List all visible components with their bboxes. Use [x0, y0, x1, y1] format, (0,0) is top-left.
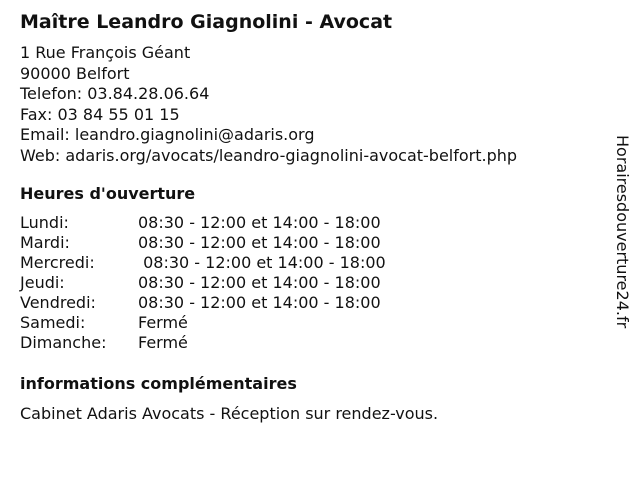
- hours-day: Dimanche:: [20, 333, 107, 352]
- contact-block: [20, 43, 517, 166]
- hours-row-friday: [20, 293, 386, 313]
- hours-time: Fermé: [138, 313, 188, 332]
- hours-time: 08:30 - 12:00 et 14:00 - 18:00: [138, 273, 381, 292]
- phone-line: Telefon: 03.84.28.06.64: [20, 84, 210, 103]
- hours-row-thursday: [20, 273, 386, 293]
- opening-hours-table: [20, 213, 386, 353]
- additional-info-text: Cabinet Adaris Avocats - Réception sur rendez-vous.: [20, 404, 439, 423]
- opening-hours-heading: Heures d'ouverture: [20, 184, 196, 203]
- address-street: 1 Rue François Géant: [20, 43, 191, 62]
- hours-day: Samedi:: [20, 313, 86, 332]
- hours-time: 08:30 - 12:00 et 14:00 - 18:00: [138, 293, 381, 312]
- hours-time: Fermé: [138, 333, 188, 352]
- hours-time: 08:30 - 12:00 et 14:00 - 18:00: [138, 233, 381, 252]
- hours-day: Jeudi:: [20, 273, 65, 292]
- address-city: 90000 Belfort: [20, 63, 130, 83]
- hours-day: Mercredi:: [20, 253, 95, 272]
- hours-row-monday: [20, 213, 386, 233]
- hours-day: Mardi:: [20, 233, 70, 252]
- site-watermark: Horairesdouverture24.fr: [613, 135, 632, 329]
- hours-row-saturday: [20, 313, 386, 333]
- email-line: Email: leandro.giagnolini@adaris.org: [20, 125, 315, 144]
- web-line: Web: adaris.org/avocats/leandro-giagnolini-avocat-belfort.php: [20, 145, 518, 165]
- hours-day: Lundi:: [20, 213, 69, 232]
- additional-info-heading: informations complémentaires: [20, 374, 297, 393]
- hours-time: 08:30 - 12:00 et 14:00 - 18:00: [138, 253, 386, 272]
- hours-day: Vendredi:: [20, 293, 96, 312]
- fax-line: Fax: 03 84 55 01 15: [20, 104, 180, 124]
- hours-row-sunday: [20, 333, 386, 353]
- hours-row-tuesday: [20, 233, 386, 253]
- hours-time: 08:30 - 12:00 et 14:00 - 18:00: [138, 213, 381, 232]
- page-title: Maître Leandro Giagnolini - Avocat: [20, 11, 393, 33]
- hours-row-wednesday: [20, 253, 386, 273]
